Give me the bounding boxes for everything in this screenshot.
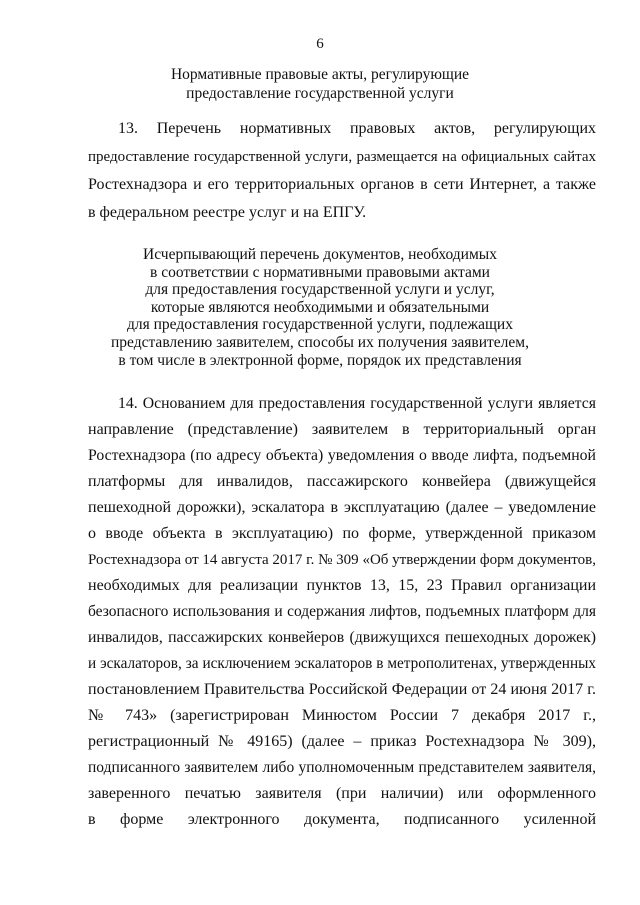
page-number: 6 bbox=[316, 36, 324, 52]
paragraph-line: платформы для инвалидов, пассажирского конвейера (движущейся bbox=[88, 473, 596, 490]
heading-line: которые являются необходимыми и обязательными bbox=[150, 298, 490, 316]
paragraph-line: Ростехнадзора (по адресу объекта) уведомления о вводе лифта, подъемной bbox=[88, 447, 596, 464]
paragraph-line: предоставление государственной услуги, размещается на официальных сайтах bbox=[88, 149, 596, 165]
paragraph-line: и эскалаторов, за исключением эскалаторов в метрополитенах, утвержденных bbox=[88, 655, 596, 672]
paragraph-line: в форме электронного документа, подписанного усиленной bbox=[88, 811, 596, 828]
heading-line: представлению заявителем, способы их получения заявителем, bbox=[110, 333, 529, 351]
paragraph-line: безопасного использования и содержания лифтов, подъемных платформ для bbox=[88, 603, 596, 620]
paragraph-line: 13. Перечень нормативных правовых актов, регулирующих bbox=[118, 120, 596, 137]
section-heading-normative-acts bbox=[60, 66, 580, 103]
paragraph-line: в федеральном реестре услуг и на ЕПГУ. bbox=[88, 204, 367, 221]
paragraph-line: подписанного заявителем либо уполномоченным представителем заявителя, bbox=[88, 759, 596, 776]
heading-line: предоставление государственной услуги bbox=[186, 84, 454, 102]
heading-line: Нормативные правовые акты, регулирующие bbox=[170, 66, 470, 83]
paragraph-line: Ростехнадзора и его территориальных органов в сети Интернет, а также bbox=[88, 176, 596, 193]
paragraph-line: о вводе объекта в эксплуатацию) по форме, утвержденной приказом bbox=[88, 525, 596, 542]
paragraph-line: направление (представление) заявителем в территориальный орган bbox=[88, 421, 596, 438]
heading-line: для предоставления государственной услуги и услуг, bbox=[145, 281, 495, 299]
paragraph-line: пешеходной дорожки), эскалатора в эксплуатацию (далее – уведомление bbox=[88, 499, 596, 516]
paragraph-line: заверенного печатью заявителя (при наличии) или оформленного bbox=[88, 785, 596, 802]
heading-line: для предоставления государственной услуги, подлежащих bbox=[127, 316, 513, 334]
paragraph-line: регистрационный № 49165) (далее – приказ Ростехнадзора № 309), bbox=[88, 733, 596, 750]
paragraph-13 bbox=[88, 115, 596, 227]
paragraph-line: Ростехнадзора от 14 августа 2017 г. № 309 «Об утверждении форм документов, bbox=[88, 552, 596, 568]
paragraph-14 bbox=[88, 391, 596, 833]
paragraph-line: необходимых для реализации пунктов 13, 15, 23 Правил организации bbox=[88, 577, 596, 594]
paragraph-line: 14. Основанием для предоставления государственной услуги является bbox=[118, 395, 596, 412]
section-heading-documents-list bbox=[60, 246, 580, 369]
heading-line: в соответствии с нормативными правовыми актами bbox=[150, 263, 490, 281]
paragraph-line: инвалидов, пассажирских конвейеров (движущихся пешеходных дорожек) bbox=[88, 629, 596, 646]
paragraph-line: постановлением Правительства Российской Федерации от 24 июня 2017 г. bbox=[88, 681, 596, 698]
heading-line: Исчерпывающий перечень документов, необходимых bbox=[143, 246, 497, 263]
heading-line: в том числе в электронной форме, порядок их представления bbox=[118, 351, 522, 369]
paragraph-line: № 743» (зарегистрирован Минюстом России 7 декабря 2017 г., bbox=[88, 707, 596, 724]
